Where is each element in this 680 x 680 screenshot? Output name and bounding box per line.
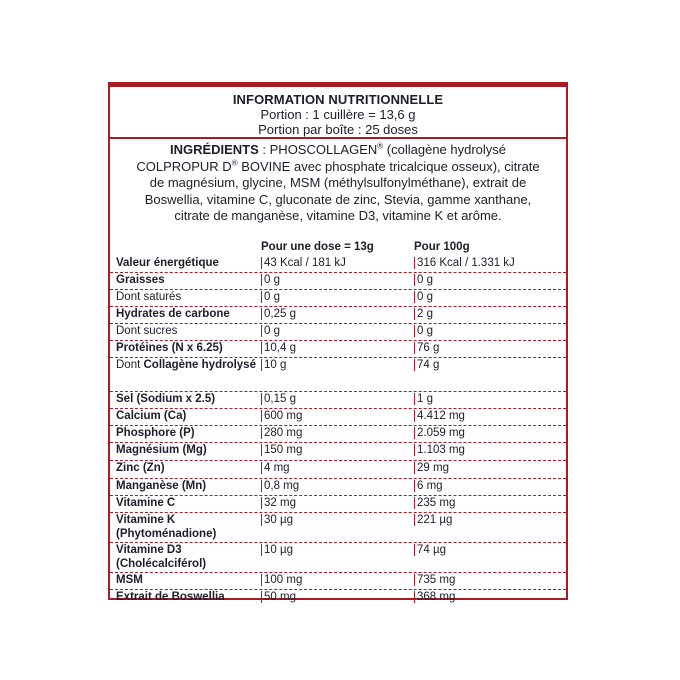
- portion-box-text: Portion par boîte : 25 doses: [258, 122, 418, 137]
- value-per-dose: 10 g: [261, 359, 286, 371]
- table-row: [110, 461, 566, 479]
- ingredients-label: INGRÉDIENTS: [169, 142, 259, 157]
- value-per-100g: 0 g: [414, 325, 433, 337]
- value-per-dose: 32 mg: [261, 497, 296, 509]
- table-body: [110, 256, 566, 607]
- registered-mark: ®: [231, 158, 238, 168]
- ingredients-line-4: Boswellia, vitamine C, gluconate de zinc, Stevia, gamme xanthane,: [144, 191, 532, 207]
- nutrient-label: Vitamine C: [116, 497, 176, 509]
- nutrient-label: Dont saturés: [116, 291, 182, 303]
- table-row: [110, 392, 566, 409]
- table-row: [110, 443, 566, 461]
- value-per-100g: 76 g: [414, 342, 439, 354]
- table-row: [110, 273, 566, 290]
- nutrient-label: Protéines (N x 6.25): [116, 342, 223, 354]
- value-per-dose: 0 g: [261, 325, 280, 337]
- table-header: [110, 238, 566, 256]
- value-per-dose: 10,4 g: [261, 342, 296, 354]
- table-row: [110, 496, 566, 513]
- label-header: [110, 87, 566, 139]
- table-row: [110, 358, 566, 392]
- value-per-100g: 221 µg: [414, 514, 452, 526]
- value-per-100g: 235 mg: [414, 497, 455, 509]
- table-row: [110, 479, 566, 496]
- nutrient-label: Valeur énergétique: [116, 257, 219, 269]
- value-per-dose: 100 mg: [261, 574, 302, 586]
- ingredients-block: [110, 139, 566, 236]
- nutrient-label: [116, 359, 256, 373]
- value-per-dose: 4 mg: [261, 462, 290, 474]
- nutrient-label: Phosphore (P): [116, 427, 195, 439]
- table-row: [110, 341, 566, 358]
- table-row: [110, 513, 566, 543]
- ingredients-text-1b: (collagène hydrolysé: [383, 142, 507, 157]
- ingredients-text-2b: BOVINE avec phosphate tricalcique osseux), citrate: [237, 158, 540, 174]
- value-per-dose: 50 mg: [261, 591, 296, 603]
- nutrient-label-prefix: Dont: [116, 359, 144, 371]
- portion-text: Portion : 1 cuillère = 13,6 g: [260, 107, 416, 122]
- table-row: [110, 409, 566, 426]
- value-per-100g: 735 mg: [414, 574, 455, 586]
- nutrient-label: Zinc (Zn): [116, 462, 165, 474]
- ingredients-line-1: [114, 142, 562, 159]
- table-row: [110, 256, 566, 273]
- value-per-dose: 150 mg: [261, 444, 302, 456]
- nutrient-label: MSM: [116, 574, 143, 586]
- value-per-100g: 29 mg: [414, 462, 449, 474]
- value-per-dose: 30 µg: [261, 514, 293, 526]
- nutrient-label: Vitamine D3 (Cholécalciférol): [116, 544, 207, 570]
- value-per-dose: 0,15 g: [261, 393, 296, 405]
- table-row: [110, 426, 566, 443]
- value-per-100g: 1.103 mg: [414, 444, 465, 456]
- value-per-100g: 316 Kcal / 1.331 kJ: [414, 257, 515, 269]
- registered-mark: ®: [377, 141, 384, 151]
- ingredients-line-2: [114, 159, 562, 176]
- value-per-dose: 10 µg: [261, 544, 293, 556]
- table-row: [110, 543, 566, 573]
- nutrient-label: Magnésium (Mg): [116, 444, 207, 456]
- value-per-100g: 2 g: [414, 308, 433, 320]
- nutrient-label: Extrait de Boswellia: [116, 591, 225, 603]
- table-row: [110, 590, 566, 607]
- value-per-dose: 0,8 mg: [261, 480, 299, 492]
- nutrition-table: [110, 238, 566, 607]
- value-per-100g: 0 g: [414, 274, 433, 286]
- ingredients-text-2a: COLPROPUR D: [136, 158, 232, 174]
- value-per-100g: 4.412 mg: [414, 410, 465, 422]
- table-row: [110, 290, 566, 307]
- table-row: [110, 573, 566, 590]
- value-per-100g: 74 µg: [414, 544, 446, 556]
- label-title: INFORMATION NUTRITIONNELLE: [232, 92, 444, 107]
- value-per-dose: 0 g: [261, 291, 280, 303]
- nutrient-label: Vitamine K (Phytoménadione): [116, 514, 217, 540]
- value-per-100g: 2.059 mg: [414, 427, 465, 439]
- table-row: [110, 324, 566, 341]
- table-row: [110, 307, 566, 324]
- value-per-100g: 1 g: [414, 393, 433, 405]
- col-header-100g: Pour 100g: [414, 241, 470, 253]
- value-per-dose: 280 mg: [261, 427, 302, 439]
- value-per-dose: 600 mg: [261, 410, 302, 422]
- value-per-dose: 43 Kcal / 181 kJ: [261, 257, 346, 269]
- ingredients-text-1a: : PHOSCOLLAGEN: [258, 142, 378, 157]
- nutrient-label: Hydrates de carbone: [116, 308, 230, 320]
- nutrient-label: Manganèse (Mn): [116, 480, 207, 492]
- nutrient-label: Calcium (Ca): [116, 410, 187, 422]
- value-per-100g: 74 g: [414, 359, 439, 371]
- col-header-dose: Pour une dose = 13g: [261, 241, 374, 253]
- ingredients-line-5: citrate de manganèse, vitamine D3, vitamine K et arôme.: [174, 208, 502, 223]
- nutrient-label: Graisses: [116, 274, 165, 286]
- nutrient-label: Dont sucres: [116, 325, 178, 337]
- ingredients-line-3: de magnésium, glycine, MSM (méthylsulfonylméthane), extrait de: [149, 175, 527, 190]
- value-per-100g: 6 mg: [414, 480, 443, 492]
- value-per-dose: 0 g: [261, 274, 280, 286]
- value-per-100g: 0 g: [414, 291, 433, 303]
- nutrition-label: [108, 82, 568, 603]
- nutrient-label-main: Collagène hydrolysé: [143, 359, 256, 371]
- nutrient-label: Sel (Sodium x 2.5): [116, 393, 216, 405]
- value-per-100g: 368 mg: [414, 591, 455, 603]
- value-per-dose: 0,25 g: [261, 308, 296, 320]
